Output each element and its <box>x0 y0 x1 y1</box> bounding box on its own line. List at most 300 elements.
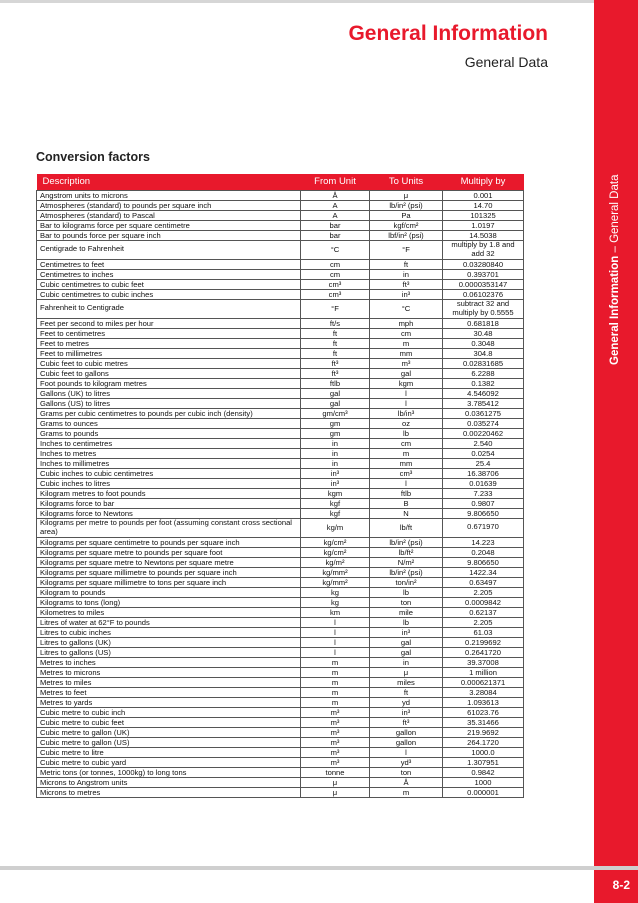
cell-to-units: in <box>370 657 443 667</box>
cell-to-units: yd³ <box>370 757 443 767</box>
table-row <box>37 617 524 627</box>
cell-to-units: N <box>370 508 443 518</box>
table-row <box>37 727 524 737</box>
table-row <box>37 607 524 617</box>
cell-multiply-by: 0.0254 <box>443 448 524 458</box>
cell-description: Litres to gallons (US) <box>37 647 301 657</box>
table-row <box>37 567 524 577</box>
cell-from-unit: m³ <box>301 747 370 757</box>
cell-from-unit: kg <box>301 597 370 607</box>
cell-description: Grams per cubic centimetres to pounds per cubic inch (density) <box>37 408 301 418</box>
cell-from-unit: kgf <box>301 508 370 518</box>
cell-from-unit: μ <box>301 777 370 787</box>
cell-to-units: ft <box>370 259 443 269</box>
cell-from-unit: bar <box>301 230 370 240</box>
cell-to-units: N/m² <box>370 557 443 567</box>
cell-from-unit: in <box>301 458 370 468</box>
cell-from-unit: cm <box>301 269 370 279</box>
cell-to-units: gal <box>370 368 443 378</box>
table-row <box>37 338 524 348</box>
cell-to-units: m <box>370 787 443 797</box>
cell-from-unit: kgm <box>301 488 370 498</box>
cell-multiply-by: 0.3048 <box>443 338 524 348</box>
cell-multiply-by: 1.0197 <box>443 220 524 230</box>
cell-to-units: lb <box>370 428 443 438</box>
cell-from-unit: ft <box>301 348 370 358</box>
table-row <box>37 717 524 727</box>
cell-description: Cubic metre to gallon (US) <box>37 737 301 747</box>
cell-description: Bar to kilograms force per square centimetre <box>37 220 301 230</box>
cell-description: Metres to feet <box>37 687 301 697</box>
cell-to-units: lb <box>370 587 443 597</box>
cell-description: Inches to centimetres <box>37 438 301 448</box>
table-row <box>37 418 524 428</box>
cell-multiply-by: 264.1720 <box>443 737 524 747</box>
table-row <box>37 647 524 657</box>
table-row <box>37 627 524 637</box>
cell-multiply-by: 0.00220462 <box>443 428 524 438</box>
cell-to-units: ton/in² <box>370 577 443 587</box>
cell-to-units: l <box>370 388 443 398</box>
table-row <box>37 408 524 418</box>
cell-to-units: μ <box>370 667 443 677</box>
cell-description: Atmospheres (standard) to Pascal <box>37 210 301 220</box>
cell-multiply-by: 1.307951 <box>443 757 524 767</box>
table-row <box>37 289 524 299</box>
cell-multiply-by: 2.540 <box>443 438 524 448</box>
cell-to-units: m <box>370 338 443 348</box>
cell-multiply-by: 0.63497 <box>443 577 524 587</box>
table-row <box>37 767 524 777</box>
cell-to-units: kgm <box>370 378 443 388</box>
table-row <box>37 279 524 289</box>
cell-from-unit: l <box>301 617 370 627</box>
table-row <box>37 428 524 438</box>
cell-multiply-by: 2.205 <box>443 617 524 627</box>
cell-multiply-by: 1 million <box>443 667 524 677</box>
table-row <box>37 547 524 557</box>
table-row <box>37 378 524 388</box>
cell-to-units: μ <box>370 190 443 200</box>
cell-multiply-by: 9.806650 <box>443 557 524 567</box>
cell-from-unit: m <box>301 667 370 677</box>
side-tab-label-bold: General Information <box>609 255 621 365</box>
page-title: General Information <box>348 22 548 45</box>
cell-description: Litres to cubic inches <box>37 627 301 637</box>
table-row <box>37 230 524 240</box>
table-row <box>37 438 524 448</box>
cell-from-unit: m³ <box>301 737 370 747</box>
cell-from-unit: ft <box>301 328 370 338</box>
table-row <box>37 637 524 647</box>
cell-from-unit: m <box>301 687 370 697</box>
cell-to-units: ton <box>370 597 443 607</box>
table-row <box>37 269 524 279</box>
cell-to-units: ft³ <box>370 279 443 289</box>
cell-to-units: lb/in² (psi) <box>370 537 443 547</box>
cell-to-units: in <box>370 269 443 279</box>
table-row <box>37 299 524 318</box>
cell-description: Kilogram metres to foot pounds <box>37 488 301 498</box>
cell-to-units: gal <box>370 647 443 657</box>
cell-description: Gallons (US) to litres <box>37 398 301 408</box>
conversion-table <box>36 174 523 798</box>
cell-multiply-by: 0.06102376 <box>443 289 524 299</box>
cell-to-units: mile <box>370 607 443 617</box>
cell-from-unit: ft³ <box>301 368 370 378</box>
table-row <box>37 787 524 797</box>
cell-from-unit: ftlb <box>301 378 370 388</box>
cell-to-units: lb/ft <box>370 518 443 537</box>
cell-multiply-by: 30.48 <box>443 328 524 338</box>
table-row <box>37 498 524 508</box>
table-row <box>37 697 524 707</box>
side-tab-label-rest: – General Data <box>609 174 621 256</box>
cell-from-unit: cm³ <box>301 279 370 289</box>
cell-multiply-by: 3.785412 <box>443 398 524 408</box>
cell-description: Foot pounds to kilogram metres <box>37 378 301 388</box>
cell-description: Kilograms per square millimetre to tons per square inch <box>37 577 301 587</box>
cell-description: Cubic metre to cubic feet <box>37 717 301 727</box>
cell-to-units: lb/in³ <box>370 408 443 418</box>
cell-description: Feet to metres <box>37 338 301 348</box>
table-row <box>37 220 524 230</box>
cell-description: Kilograms per square metre to Newtons per square metre <box>37 557 301 567</box>
cell-to-units: gallon <box>370 737 443 747</box>
cell-description: Microns to Angstrom units <box>37 777 301 787</box>
cell-multiply-by: 1000.0 <box>443 747 524 757</box>
cell-description: Kilogram to pounds <box>37 587 301 597</box>
cell-to-units: ftlb <box>370 488 443 498</box>
cell-to-units: in³ <box>370 289 443 299</box>
cell-from-unit: gal <box>301 388 370 398</box>
cell-multiply-by: 9.806650 <box>443 508 524 518</box>
cell-to-units: oz <box>370 418 443 428</box>
cell-to-units: ft³ <box>370 717 443 727</box>
cell-description: Metric tons (or tonnes, 1000kg) to long tons <box>37 767 301 777</box>
table-row <box>37 707 524 717</box>
cell-multiply-by: 0.1382 <box>443 378 524 388</box>
cell-from-unit: l <box>301 627 370 637</box>
cell-from-unit: m³ <box>301 727 370 737</box>
cell-to-units: cm <box>370 328 443 338</box>
cell-from-unit: μ <box>301 787 370 797</box>
cell-from-unit: in³ <box>301 468 370 478</box>
table-row <box>37 677 524 687</box>
cell-multiply-by: 0.2048 <box>443 547 524 557</box>
cell-description: Centimetres to inches <box>37 269 301 279</box>
cell-from-unit: in <box>301 438 370 448</box>
table-row <box>37 737 524 747</box>
cell-multiply-by: 16.38706 <box>443 468 524 478</box>
cell-to-units: mph <box>370 318 443 328</box>
side-tab-label <box>609 175 621 365</box>
cell-to-units: ton <box>370 767 443 777</box>
cell-from-unit: bar <box>301 220 370 230</box>
cell-from-unit: kg/mm² <box>301 567 370 577</box>
cell-from-unit: Å <box>301 190 370 200</box>
cell-to-units: lb <box>370 617 443 627</box>
table-row <box>37 508 524 518</box>
cell-to-units: l <box>370 478 443 488</box>
cell-description: Litres to gallons (UK) <box>37 637 301 647</box>
cell-description: Kilograms to tons (long) <box>37 597 301 607</box>
cell-description: Kilograms force to Newtons <box>37 508 301 518</box>
cell-multiply-by: 0.03280840 <box>443 259 524 269</box>
cell-description: Feet to millimetres <box>37 348 301 358</box>
table-row <box>37 757 524 767</box>
cell-multiply-by: 4.546092 <box>443 388 524 398</box>
cell-description: Kilograms per metre to pounds per foot (assuming constant cross sectional area) <box>37 518 301 537</box>
side-tab <box>594 0 638 903</box>
table-body <box>37 190 524 797</box>
cell-from-unit: ft/s <box>301 318 370 328</box>
page-subtitle: General Data <box>464 54 548 70</box>
table-row <box>37 657 524 667</box>
column-header-description: Description <box>37 174 301 190</box>
cell-from-unit: kg/m <box>301 518 370 537</box>
cell-to-units: gallon <box>370 727 443 737</box>
table-row <box>37 488 524 498</box>
cell-multiply-by: subtract 32 and multiply by 0.5555 <box>443 299 524 318</box>
cell-multiply-by: 0.2199692 <box>443 637 524 647</box>
cell-from-unit: kg <box>301 587 370 597</box>
cell-to-units: in³ <box>370 707 443 717</box>
cell-multiply-by: 6.2288 <box>443 368 524 378</box>
cell-description: Kilograms per square metre to pounds per square foot <box>37 547 301 557</box>
table-row <box>37 577 524 587</box>
table-row <box>37 777 524 787</box>
cell-to-units: mm <box>370 348 443 358</box>
cell-multiply-by: 0.9807 <box>443 498 524 508</box>
cell-description: Cubic metre to cubic yard <box>37 757 301 767</box>
cell-multiply-by: multiply by 1.8 and add 32 <box>443 240 524 259</box>
table-row <box>37 587 524 597</box>
cell-multiply-by: 25.4 <box>443 458 524 468</box>
cell-from-unit: °C <box>301 240 370 259</box>
cell-multiply-by: 7.233 <box>443 488 524 498</box>
cell-multiply-by: 0.2641720 <box>443 647 524 657</box>
cell-from-unit: kg/cm² <box>301 547 370 557</box>
cell-from-unit: m³ <box>301 707 370 717</box>
cell-description: Fahrenheit to Centigrade <box>37 299 301 318</box>
cell-description: Microns to metres <box>37 787 301 797</box>
table-row <box>37 348 524 358</box>
table-row <box>37 667 524 677</box>
table-row <box>37 190 524 200</box>
cell-multiply-by: 219.9692 <box>443 727 524 737</box>
cell-from-unit: cm <box>301 259 370 269</box>
cell-multiply-by: 0.0009842 <box>443 597 524 607</box>
table-header-row <box>37 174 524 190</box>
cell-description: Angstrom units to microns <box>37 190 301 200</box>
section-title: Conversion factors <box>36 150 150 164</box>
table-row <box>37 368 524 378</box>
cell-from-unit: m <box>301 657 370 667</box>
cell-description: Metres to microns <box>37 667 301 677</box>
cell-to-units: lb/ft² <box>370 547 443 557</box>
cell-from-unit: gal <box>301 398 370 408</box>
table-row <box>37 358 524 368</box>
table-row <box>37 537 524 547</box>
table-row <box>37 200 524 210</box>
table-row <box>37 328 524 338</box>
cell-from-unit: ft³ <box>301 358 370 368</box>
table-row <box>37 318 524 328</box>
cell-from-unit: m³ <box>301 757 370 767</box>
table-row <box>37 259 524 269</box>
top-rule <box>0 0 638 3</box>
cell-description: Feet to centimetres <box>37 328 301 338</box>
cell-from-unit: l <box>301 637 370 647</box>
cell-from-unit: kg/mm² <box>301 577 370 587</box>
cell-to-units: miles <box>370 677 443 687</box>
cell-multiply-by: 0.671970 <box>443 518 524 537</box>
cell-to-units: lb/in² (psi) <box>370 200 443 210</box>
cell-description: Cubic metre to cubic inch <box>37 707 301 717</box>
cell-multiply-by: 101325 <box>443 210 524 220</box>
cell-from-unit: in <box>301 448 370 458</box>
cell-multiply-by: 61.03 <box>443 627 524 637</box>
cell-to-units: ft <box>370 687 443 697</box>
cell-multiply-by: 0.0000353147 <box>443 279 524 289</box>
cell-to-units: Å <box>370 777 443 787</box>
cell-from-unit: m³ <box>301 717 370 727</box>
cell-from-unit: km <box>301 607 370 617</box>
cell-from-unit: m <box>301 677 370 687</box>
cell-multiply-by: 0.9842 <box>443 767 524 777</box>
cell-multiply-by: 0.02831685 <box>443 358 524 368</box>
cell-description: Litres of water at 62°F to pounds <box>37 617 301 627</box>
cell-description: Kilograms per square centimetre to pounds per square inch <box>37 537 301 547</box>
cell-description: Grams to pounds <box>37 428 301 438</box>
cell-from-unit: gm/cm³ <box>301 408 370 418</box>
cell-from-unit: kg/m² <box>301 557 370 567</box>
table-row <box>37 747 524 757</box>
cell-to-units: l <box>370 747 443 757</box>
cell-multiply-by: 3.28084 <box>443 687 524 697</box>
table-row <box>37 210 524 220</box>
cell-to-units: in³ <box>370 627 443 637</box>
cell-from-unit: A <box>301 200 370 210</box>
cell-to-units: cm³ <box>370 468 443 478</box>
page-number: 8-2 <box>612 878 630 892</box>
table-row <box>37 597 524 607</box>
cell-multiply-by: 0.0361275 <box>443 408 524 418</box>
cell-description: Inches to millimetres <box>37 458 301 468</box>
cell-from-unit: l <box>301 647 370 657</box>
cell-from-unit: kgf <box>301 498 370 508</box>
cell-description: Centigrade to Fahrenheit <box>37 240 301 259</box>
table-row <box>37 687 524 697</box>
cell-description: Cubic inches to cubic centimetres <box>37 468 301 478</box>
table-row <box>37 458 524 468</box>
cell-multiply-by: 14.70 <box>443 200 524 210</box>
cell-multiply-by: 0.01639 <box>443 478 524 488</box>
cell-from-unit: gm <box>301 418 370 428</box>
cell-description: Metres to miles <box>37 677 301 687</box>
cell-to-units: m <box>370 448 443 458</box>
cell-to-units: mm <box>370 458 443 468</box>
cell-description: Grams to ounces <box>37 418 301 428</box>
cell-from-unit: gm <box>301 428 370 438</box>
cell-multiply-by: 0.000001 <box>443 787 524 797</box>
cell-multiply-by: 0.001 <box>443 190 524 200</box>
cell-description: Cubic feet to cubic metres <box>37 358 301 368</box>
table-row <box>37 448 524 458</box>
cell-from-unit: m <box>301 697 370 707</box>
cell-multiply-by: 1422.34 <box>443 567 524 577</box>
cell-from-unit: in³ <box>301 478 370 488</box>
cell-description: Kilometres to miles <box>37 607 301 617</box>
cell-multiply-by: 0.000621371 <box>443 677 524 687</box>
cell-description: Atmospheres (standard) to pounds per square inch <box>37 200 301 210</box>
cell-from-unit: A <box>301 210 370 220</box>
cell-to-units: °C <box>370 299 443 318</box>
cell-multiply-by: 35.31466 <box>443 717 524 727</box>
cell-description: Inches to metres <box>37 448 301 458</box>
table-row <box>37 240 524 259</box>
cell-from-unit: °F <box>301 299 370 318</box>
cell-description: Kilograms per square millimetre to pounds per square inch <box>37 567 301 577</box>
cell-to-units: l <box>370 398 443 408</box>
cell-description: Metres to inches <box>37 657 301 667</box>
column-header-from-unit: From Unit <box>301 174 370 190</box>
table-row <box>37 478 524 488</box>
cell-description: Cubic centimetres to cubic feet <box>37 279 301 289</box>
table-row <box>37 388 524 398</box>
cell-description: Cubic metre to gallon (UK) <box>37 727 301 737</box>
cell-to-units: B <box>370 498 443 508</box>
cell-description: Centimetres to feet <box>37 259 301 269</box>
cell-from-unit: tonne <box>301 767 370 777</box>
cell-multiply-by: 0.393701 <box>443 269 524 279</box>
cell-description: Cubic inches to litres <box>37 478 301 488</box>
cell-to-units: lb/in² (psi) <box>370 567 443 577</box>
cell-multiply-by: 0.62137 <box>443 607 524 617</box>
cell-multiply-by: 1000 <box>443 777 524 787</box>
cell-to-units: m³ <box>370 358 443 368</box>
cell-description: Cubic centimetres to cubic inches <box>37 289 301 299</box>
cell-to-units: cm <box>370 438 443 448</box>
cell-description: Kilograms force to bar <box>37 498 301 508</box>
table-row <box>37 518 524 537</box>
cell-description: Bar to pounds force per square inch <box>37 230 301 240</box>
bottom-rule <box>0 866 638 870</box>
cell-description: Feet per second to miles per hour <box>37 318 301 328</box>
cell-to-units: gal <box>370 637 443 647</box>
cell-to-units: kgf/cm² <box>370 220 443 230</box>
cell-to-units: Pa <box>370 210 443 220</box>
cell-multiply-by: 14.5038 <box>443 230 524 240</box>
cell-multiply-by: 61023.76 <box>443 707 524 717</box>
table-row <box>37 468 524 478</box>
cell-description: Gallons (UK) to litres <box>37 388 301 398</box>
cell-to-units: °F <box>370 240 443 259</box>
cell-multiply-by: 1.093613 <box>443 697 524 707</box>
cell-from-unit: ft <box>301 338 370 348</box>
table-row <box>37 557 524 567</box>
cell-from-unit: kg/cm² <box>301 537 370 547</box>
cell-multiply-by: 0.681818 <box>443 318 524 328</box>
cell-to-units: yd <box>370 697 443 707</box>
table-row <box>37 398 524 408</box>
cell-multiply-by: 0.035274 <box>443 418 524 428</box>
column-header-multiply-by: Multiply by <box>443 174 524 190</box>
column-header-to-units: To Units <box>370 174 443 190</box>
cell-multiply-by: 39.37008 <box>443 657 524 667</box>
cell-multiply-by: 2.205 <box>443 587 524 597</box>
